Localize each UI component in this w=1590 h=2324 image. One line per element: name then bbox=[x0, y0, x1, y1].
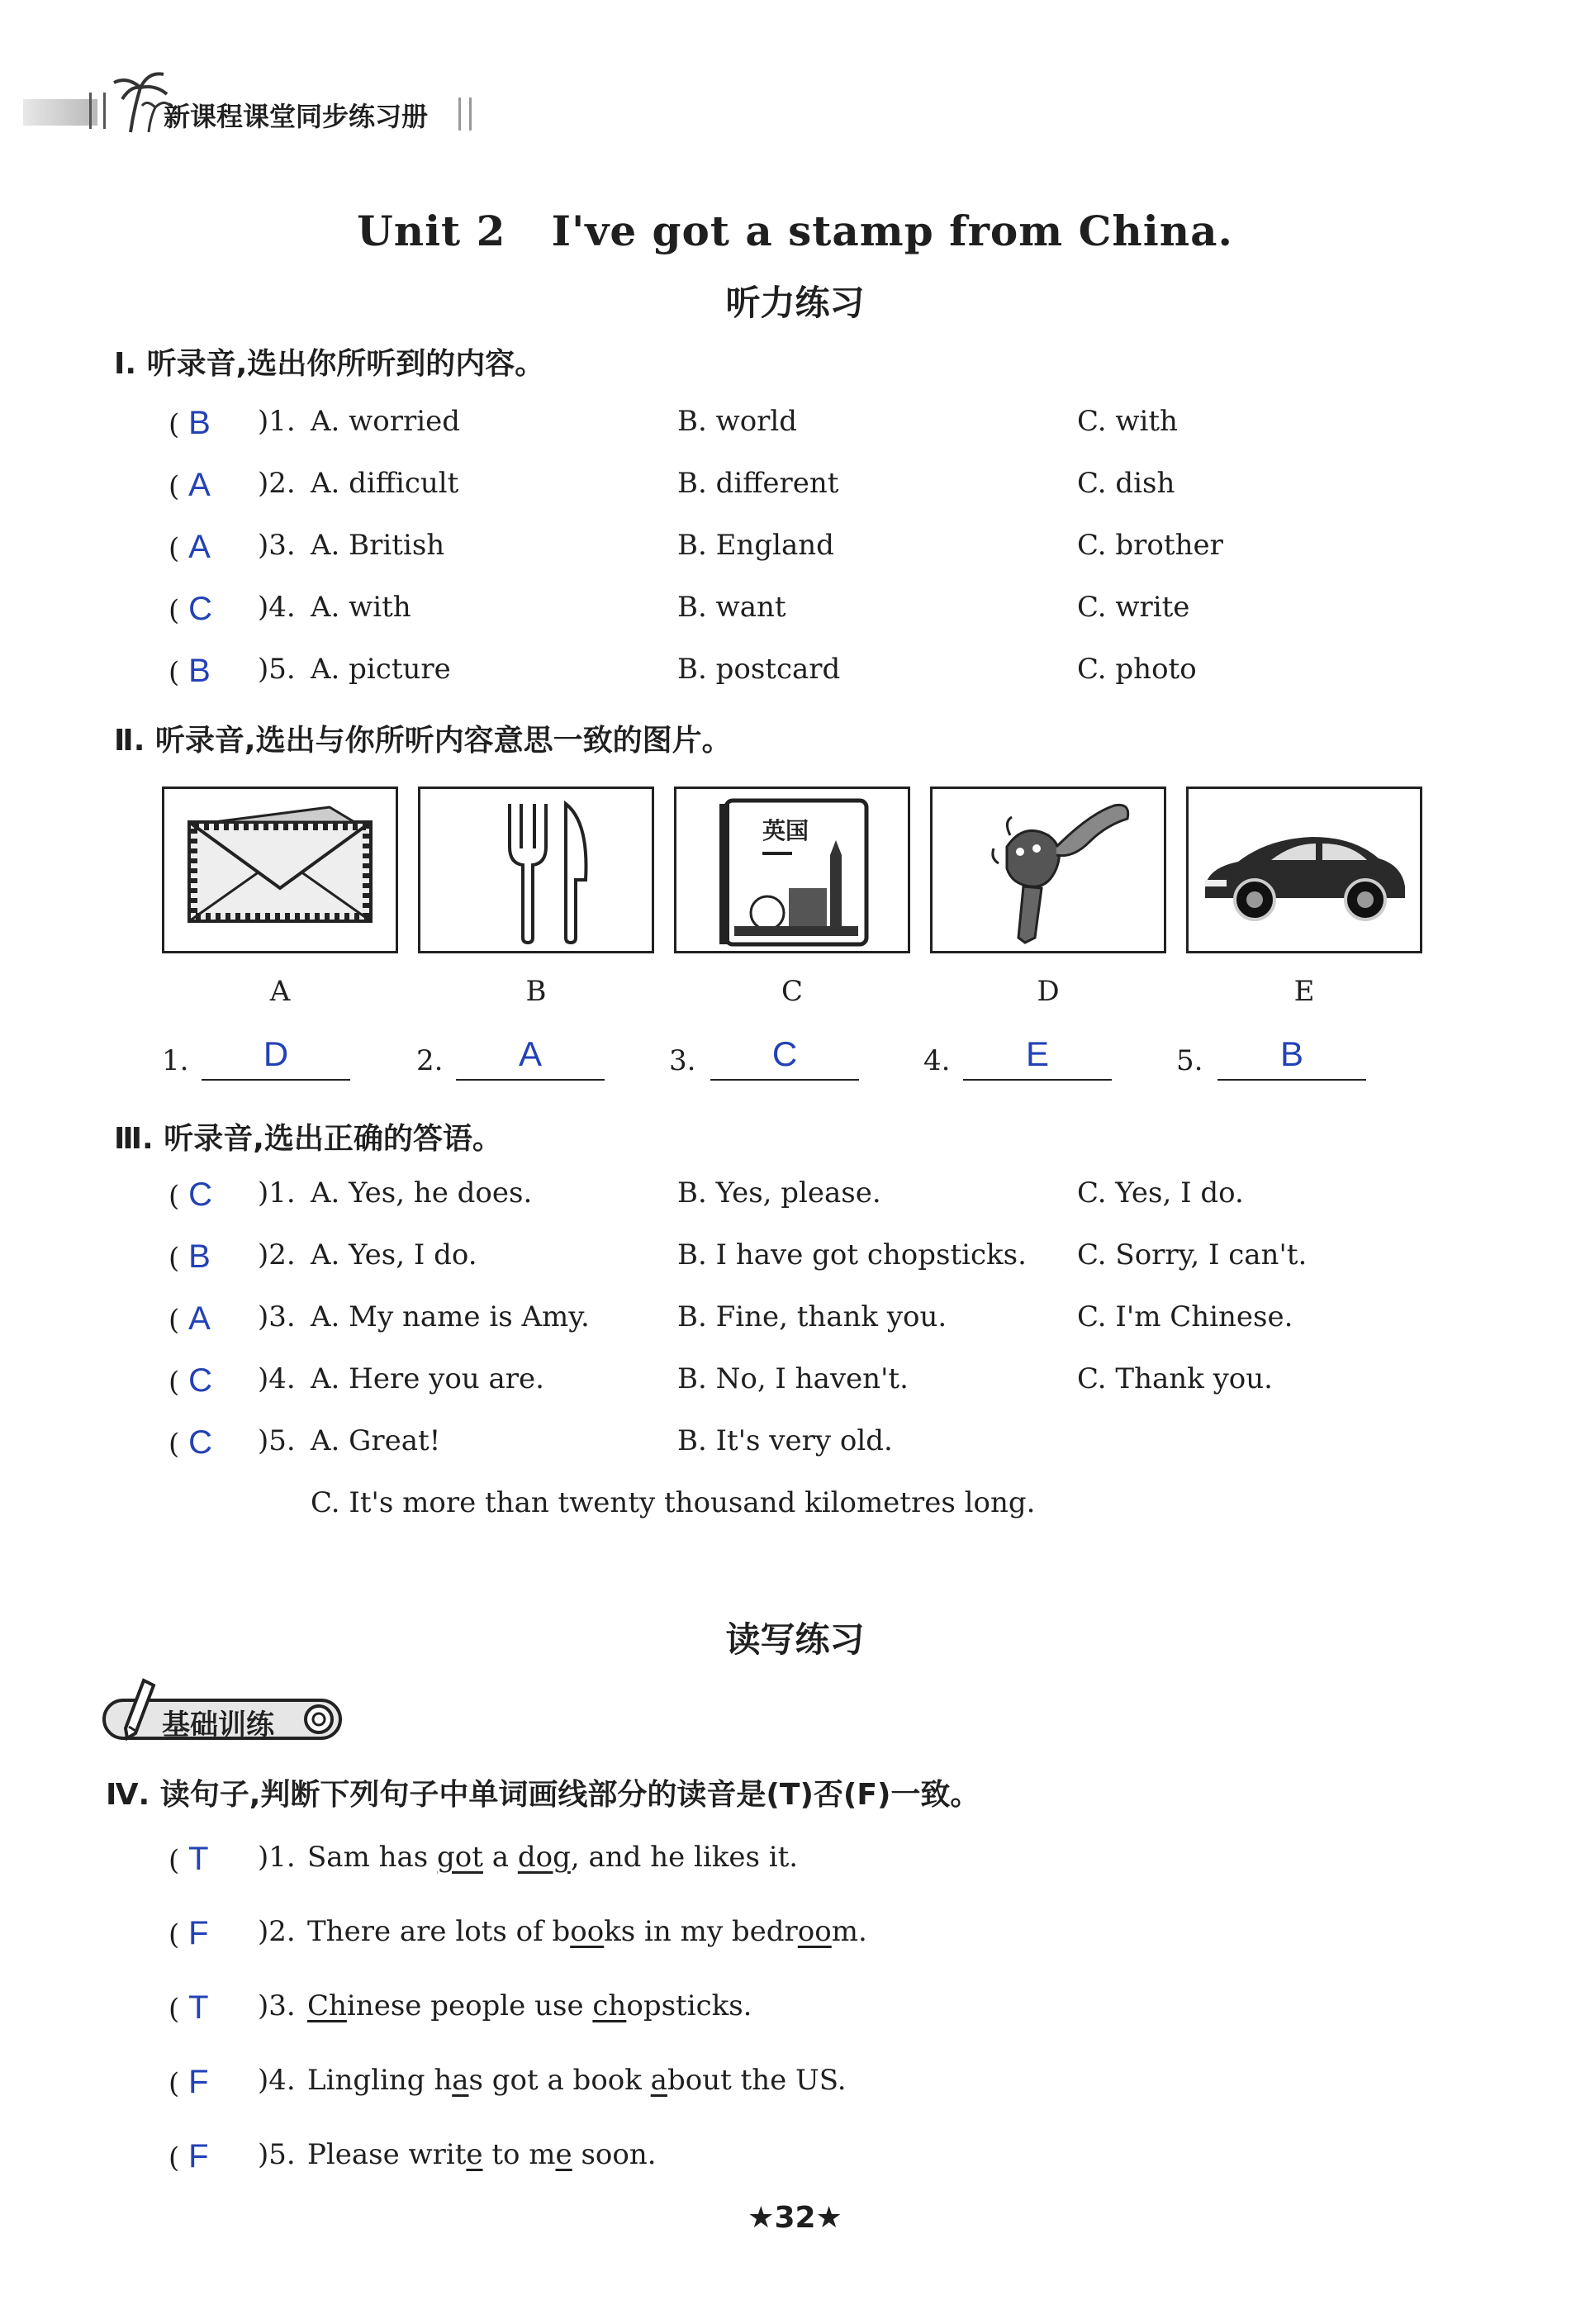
header-end-divider bbox=[458, 97, 472, 131]
blank-answer-3: C bbox=[771, 1034, 798, 1073]
dragon-icon bbox=[933, 789, 1164, 951]
answer: C bbox=[188, 1362, 212, 1399]
answer: B bbox=[188, 653, 211, 689]
page-number: ★32★ bbox=[748, 2201, 842, 2235]
part1-item-5: ( B )5. A. picture B. postcard C. photo bbox=[168, 653, 1197, 689]
part4-item-1: ( T )1. Sam has got a dog, and he likes it. bbox=[168, 1841, 799, 1877]
part1-item-4: ( C )4. A. with B. want C. write bbox=[168, 591, 1190, 627]
picture-e bbox=[1186, 787, 1422, 953]
reading-title: 读写练习 bbox=[725, 1619, 865, 1660]
part4-item-3: ( T )3. Chinese people use chopsticks. bbox=[168, 1989, 752, 2026]
picture-label-e: E bbox=[1293, 975, 1315, 1008]
workbook-title: 新课程课堂同步练习册 bbox=[164, 101, 429, 132]
picture-d bbox=[930, 787, 1166, 953]
part1-item-3: ( A )3. A. British B. England C. brother bbox=[168, 529, 1223, 565]
part4-item-4: ( F )4. Lingling has got a book about the US. bbox=[168, 2064, 847, 2100]
palm-tree-icon bbox=[97, 59, 172, 134]
envelope-icon bbox=[164, 789, 396, 951]
answer: F bbox=[188, 2064, 209, 2100]
answer: C bbox=[188, 1424, 212, 1461]
blank-number-1: 1. bbox=[162, 1044, 189, 1077]
unit-title: Unit 2 I've got a stamp from China. bbox=[357, 207, 1233, 255]
part4-heading: Ⅳ. 读句子,判断下列句子中单词画线部分的读音是(T)否(F)一致。 bbox=[106, 1778, 980, 1812]
blank-number-3: 3. bbox=[669, 1044, 696, 1077]
part2-heading: Ⅱ. 听录音,选出与你所听内容意思一致的图片。 bbox=[114, 724, 732, 758]
blank-answer-4: E bbox=[1025, 1034, 1049, 1073]
picture-label-c: C bbox=[781, 975, 803, 1008]
part3-item-3: ( A )3. A. My name is Amy. B. Fine, thank you. C. I'm Chinese. bbox=[168, 1300, 1293, 1337]
part3-item-1: ( C )1. A. Yes, he does. B. Yes, please. C. Yes, I do. bbox=[168, 1176, 1244, 1213]
answer: C bbox=[188, 1176, 212, 1213]
picture-label-b: B bbox=[525, 975, 547, 1008]
star-icon: ★ bbox=[815, 2201, 842, 2235]
answer: F bbox=[188, 1915, 209, 1951]
badge-label: 基础训练 bbox=[162, 1709, 274, 1742]
picture-a bbox=[162, 787, 398, 953]
part3-item-2: ( B )2. A. Yes, I do. B. I have got chopsticks. C. Sorry, I can't. bbox=[168, 1238, 1308, 1275]
blank-answer-5: B bbox=[1279, 1034, 1303, 1073]
part3-item-4: ( C )4. A. Here you are. B. No, I haven't. C. Thank you. bbox=[168, 1362, 1273, 1399]
blank-answer-2: A bbox=[518, 1034, 542, 1073]
picture-label-d: D bbox=[1037, 975, 1060, 1008]
answer: A bbox=[188, 1300, 211, 1337]
fork-knife-icon bbox=[420, 789, 652, 951]
answer: F bbox=[188, 2138, 209, 2174]
part3-heading: Ⅲ. 听录音,选出正确的答语。 bbox=[114, 1122, 502, 1156]
answer: T bbox=[188, 1841, 209, 1877]
listening-title: 听力练习 bbox=[725, 283, 865, 323]
answer: B bbox=[188, 405, 211, 441]
part4-item-5: ( F )5. Please write to me soon. bbox=[168, 2138, 657, 2174]
pencil-icon bbox=[119, 1677, 160, 1743]
part1-item-1: ( B )1. A. worried B. world C. with bbox=[168, 405, 1178, 441]
part3-item-5-option-c: C. It's more than twenty thousand kilometres long. bbox=[311, 1486, 1036, 1519]
answer: B bbox=[188, 1238, 211, 1275]
answer: A bbox=[188, 529, 211, 565]
part3-item-5: ( C )5. A. Great! B. It's very old. bbox=[168, 1424, 893, 1461]
header-decoration bbox=[23, 99, 97, 126]
part4-item-2: ( F )2. There are lots of books in my bedroom. bbox=[168, 1915, 867, 1951]
part1-heading: Ⅰ. 听录音,选出你所听到的内容。 bbox=[114, 347, 545, 381]
answer: C bbox=[188, 591, 212, 627]
blank-answer-1: D bbox=[263, 1034, 289, 1073]
book-icon bbox=[676, 789, 908, 951]
blank-number-2: 2. bbox=[416, 1044, 444, 1077]
picture-c bbox=[674, 787, 910, 953]
star-icon: ★ bbox=[748, 2201, 775, 2235]
answer: T bbox=[188, 1989, 209, 2026]
blank-number-4: 4. bbox=[923, 1044, 951, 1077]
svg-text:英国: 英国 bbox=[762, 817, 809, 844]
picture-label-a: A bbox=[269, 975, 291, 1008]
part1-item-2: ( A )2. A. difficult B. different C. dish bbox=[168, 467, 1175, 503]
picture-b bbox=[418, 787, 654, 953]
car-icon bbox=[1189, 789, 1420, 951]
answer: A bbox=[188, 467, 211, 503]
blank-number-5: 5. bbox=[1176, 1044, 1203, 1077]
